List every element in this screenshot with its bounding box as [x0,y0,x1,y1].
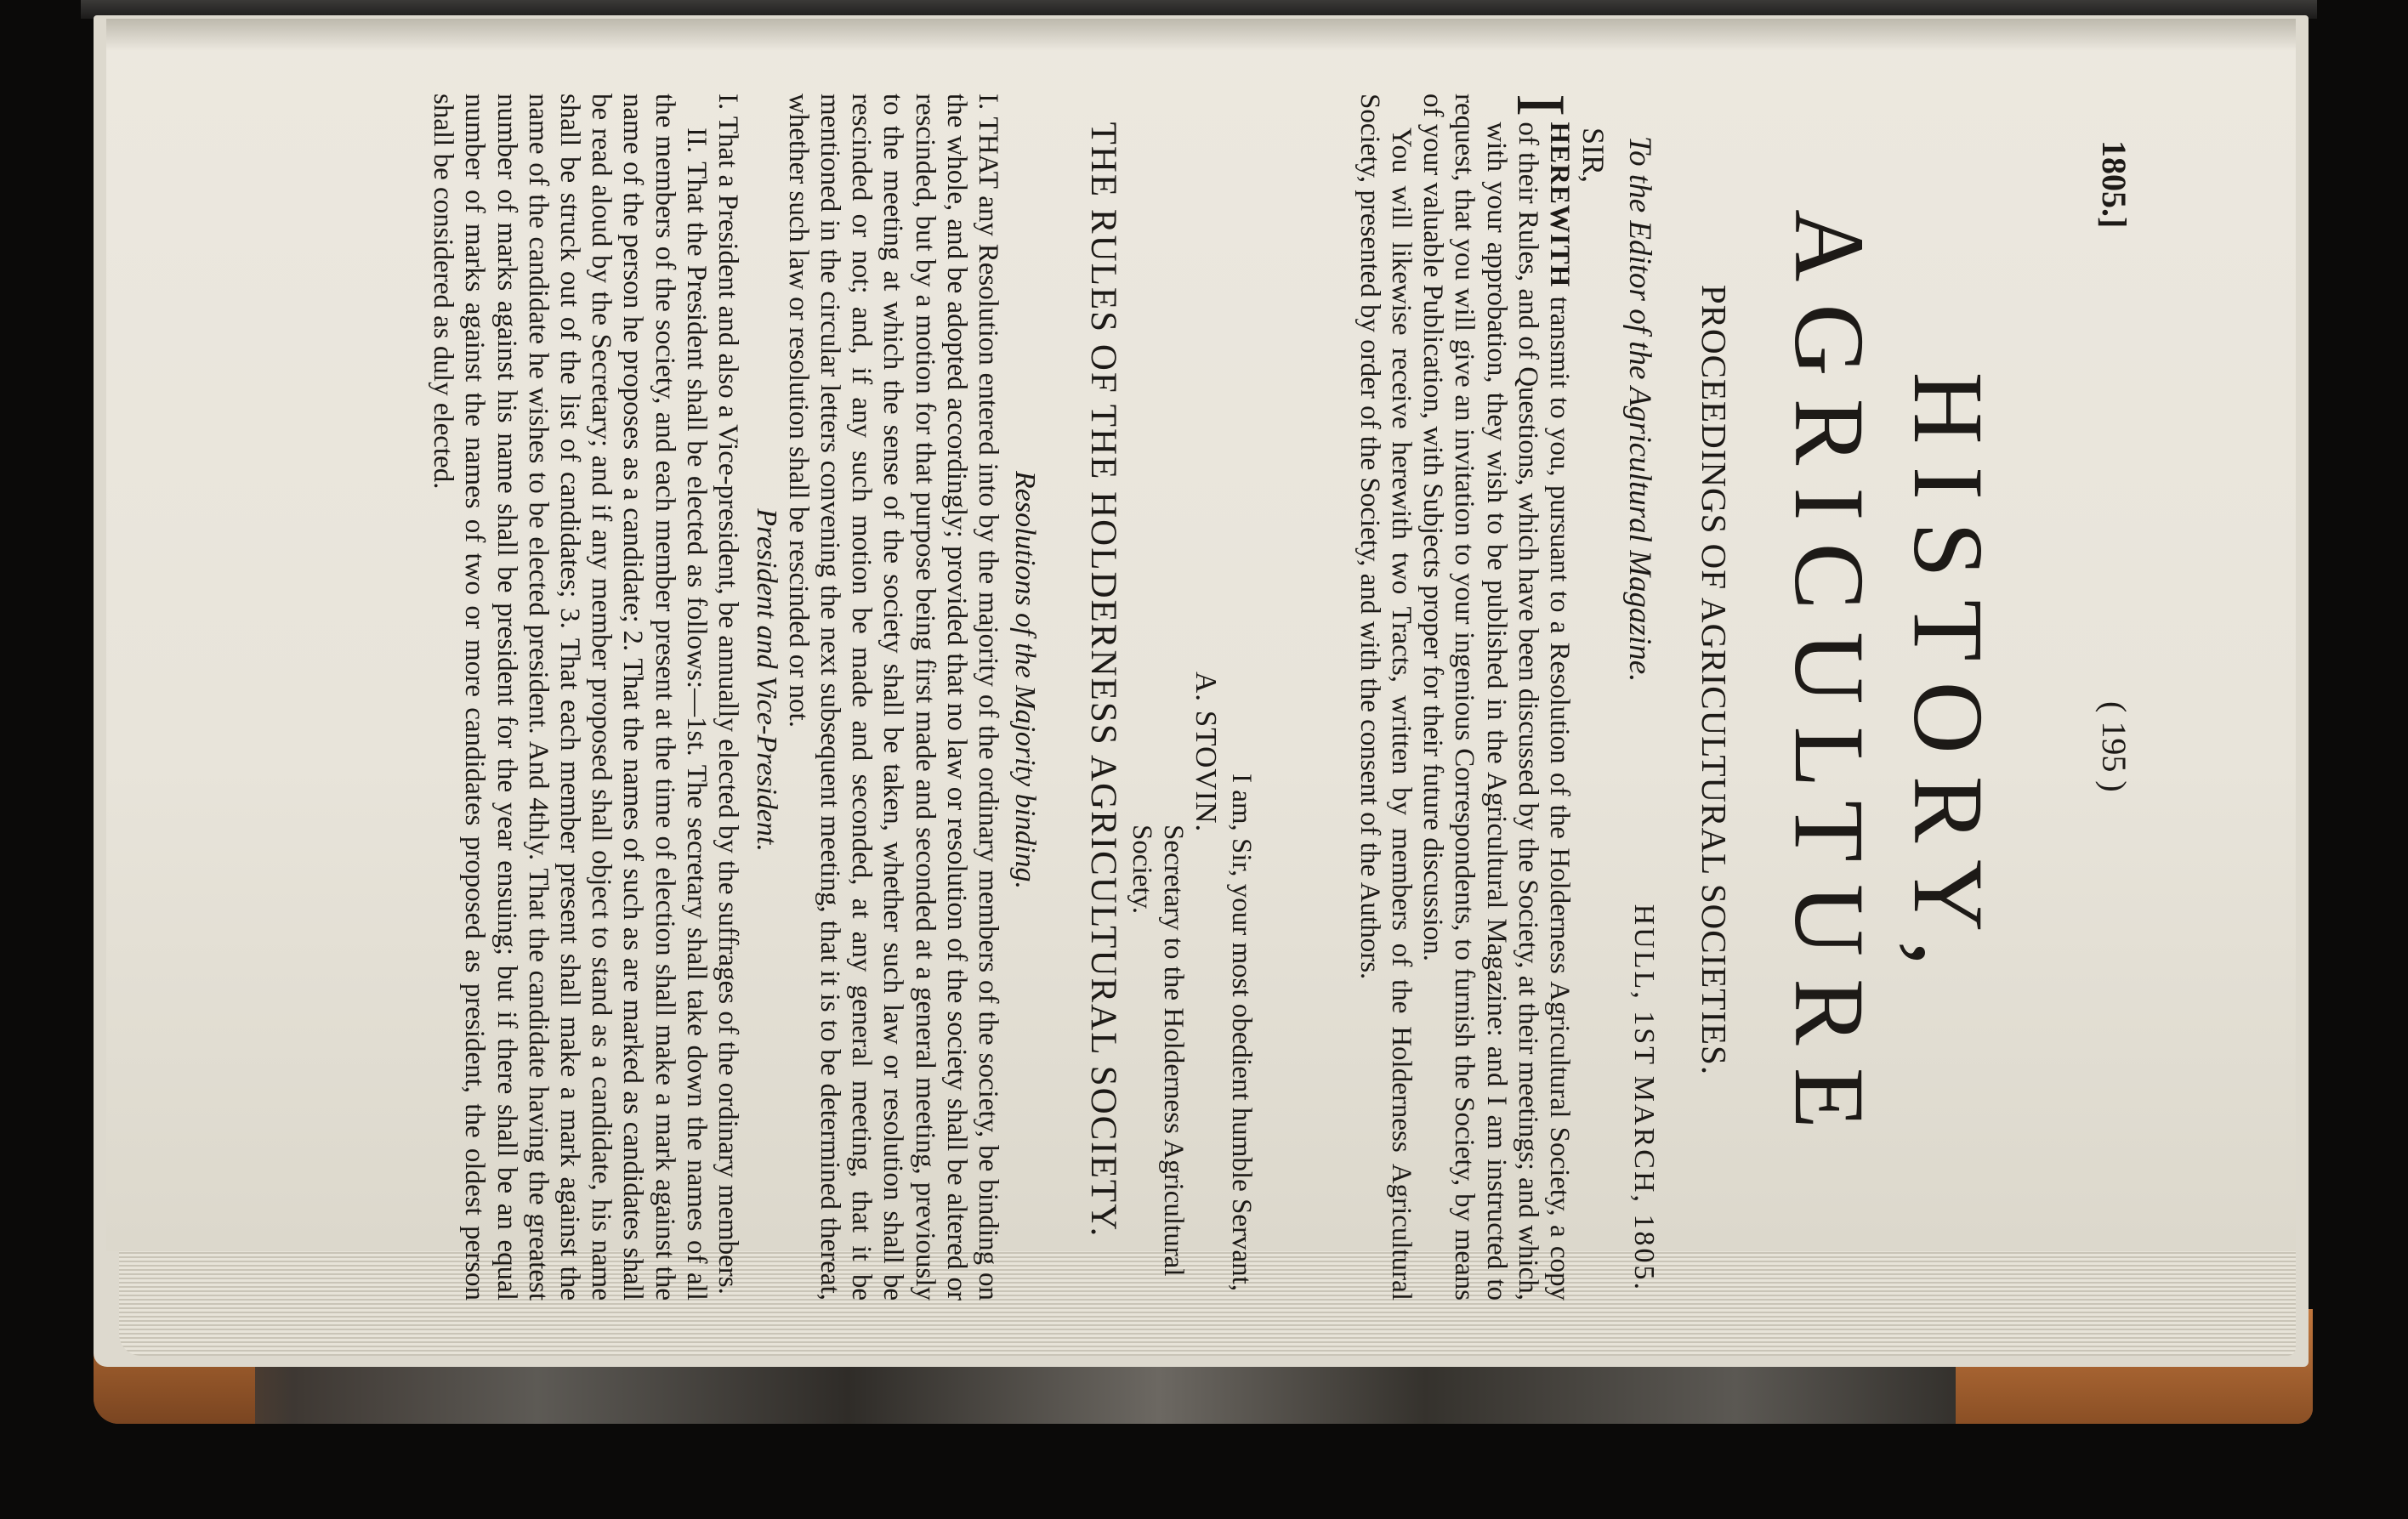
letter-paragraph-1: transmit to you, pursuant to a Resolution of the Holderness Agricultural Society, a copy of their Rules, and of Questions, which have been discussed by the Society, at their meetings; and which, with your approbation, they wish to be published in the Agricultural Magazine: and I am instructed to request, that you will give an invitation to your ingenious Correspondents, to furnish the Society, by means of your valuable Publication, with Subjects proper for their future discussion. [1417,94,1575,1301]
rule-majority-text: I. THAT any Resolution entered into by the majority of the ordinary members of the society, be binding on the whole, and be adopted accordingly; provided that no law or resolution of the society shall be altered or rescinded, but by a motion for that purpose being first made and seconded at a general meeting, previously to the meeting at which the sense of the society shall be taken, whether such law or resolution shall be rescinded or not; and, if any such motion be made and seconded, at any general meeting, that it be mentioned in the circular letters convening the next subsequent meeting, that it is to be determined thereat, whether such law or resolution shall be rescinded or not. [782,94,1003,1301]
rules-subheading-president: President and Vice-President. [751,508,782,852]
rule-president-1: I. That a President and also a Vice-president, be annually elected by the suffrages of the ordinary members. [713,94,743,1295]
rules-subheading-majority: Resolutions of the Majority binding. [1009,470,1041,890]
running-head [2083,140,2134,1519]
title-line-2: AGRICULTURE [1774,209,1885,1151]
letter-body [1354,94,1580,1301]
letter-paragraph-2: You will likewise receive herewith two Tracts, written by members of the Holderness Agricultural Society, presented by order of the Society, and with the consent of the Authors. [1354,94,1417,1301]
signature-title: Secretary to the Holderness Agricultural Society. [1127,825,1189,1277]
rules-president-text [427,94,743,1301]
letter-closing: I am, Sir, your most obedient humble Servant, [1226,774,1257,1292]
lead-word: HEREWITH [1544,122,1575,288]
running-head-year: 1805.] [2095,140,2133,229]
dateline: HULL, 1ST MARCH, 1805. [1628,904,1660,1292]
page-text [428,60,2134,1309]
salutation: SIR, [1576,128,1610,184]
signature: A. STOVIN. [1190,672,1223,833]
rules-heading: THE RULES OF THE HOLDERNESS AGRICULTURAL SOCIETY. [1083,122,1123,1238]
drop-cap: I [1502,94,1580,117]
section-heading: PROCEEDINGS OF AGRICULTURAL SOCIETIES. [1695,284,1734,1076]
letter-addressee: To the Editor of the Agricultural Magazine. [1622,136,1657,683]
page-number: ( 195 ) [2095,701,2133,792]
rule-president-2: II. That the President shall be elected as follows:—1st. The secretary shall take down the names of all the members of the society, and each member present at the time of election shall make a mark against the name of the person he proposes as a candidate; 2. That the names of such as are marked as candidates shall be read aloud by the Secretary; and if any member proposed shall object to stand as a candidate, his name shall be struck out of the list of candidates; 3. That each member present shall make a mark against the name of the candidate he wishes to be elected president. And 4thly. That the candidate having the greatest number of marks against his name shall be president for the year ensuing; but if there shall be an equal number of marks against the names of two or more candidates proposed as president, the oldest person shall be considered as duly elected. [428,94,712,1301]
title-line-1: HISTORY, [1893,371,2004,989]
